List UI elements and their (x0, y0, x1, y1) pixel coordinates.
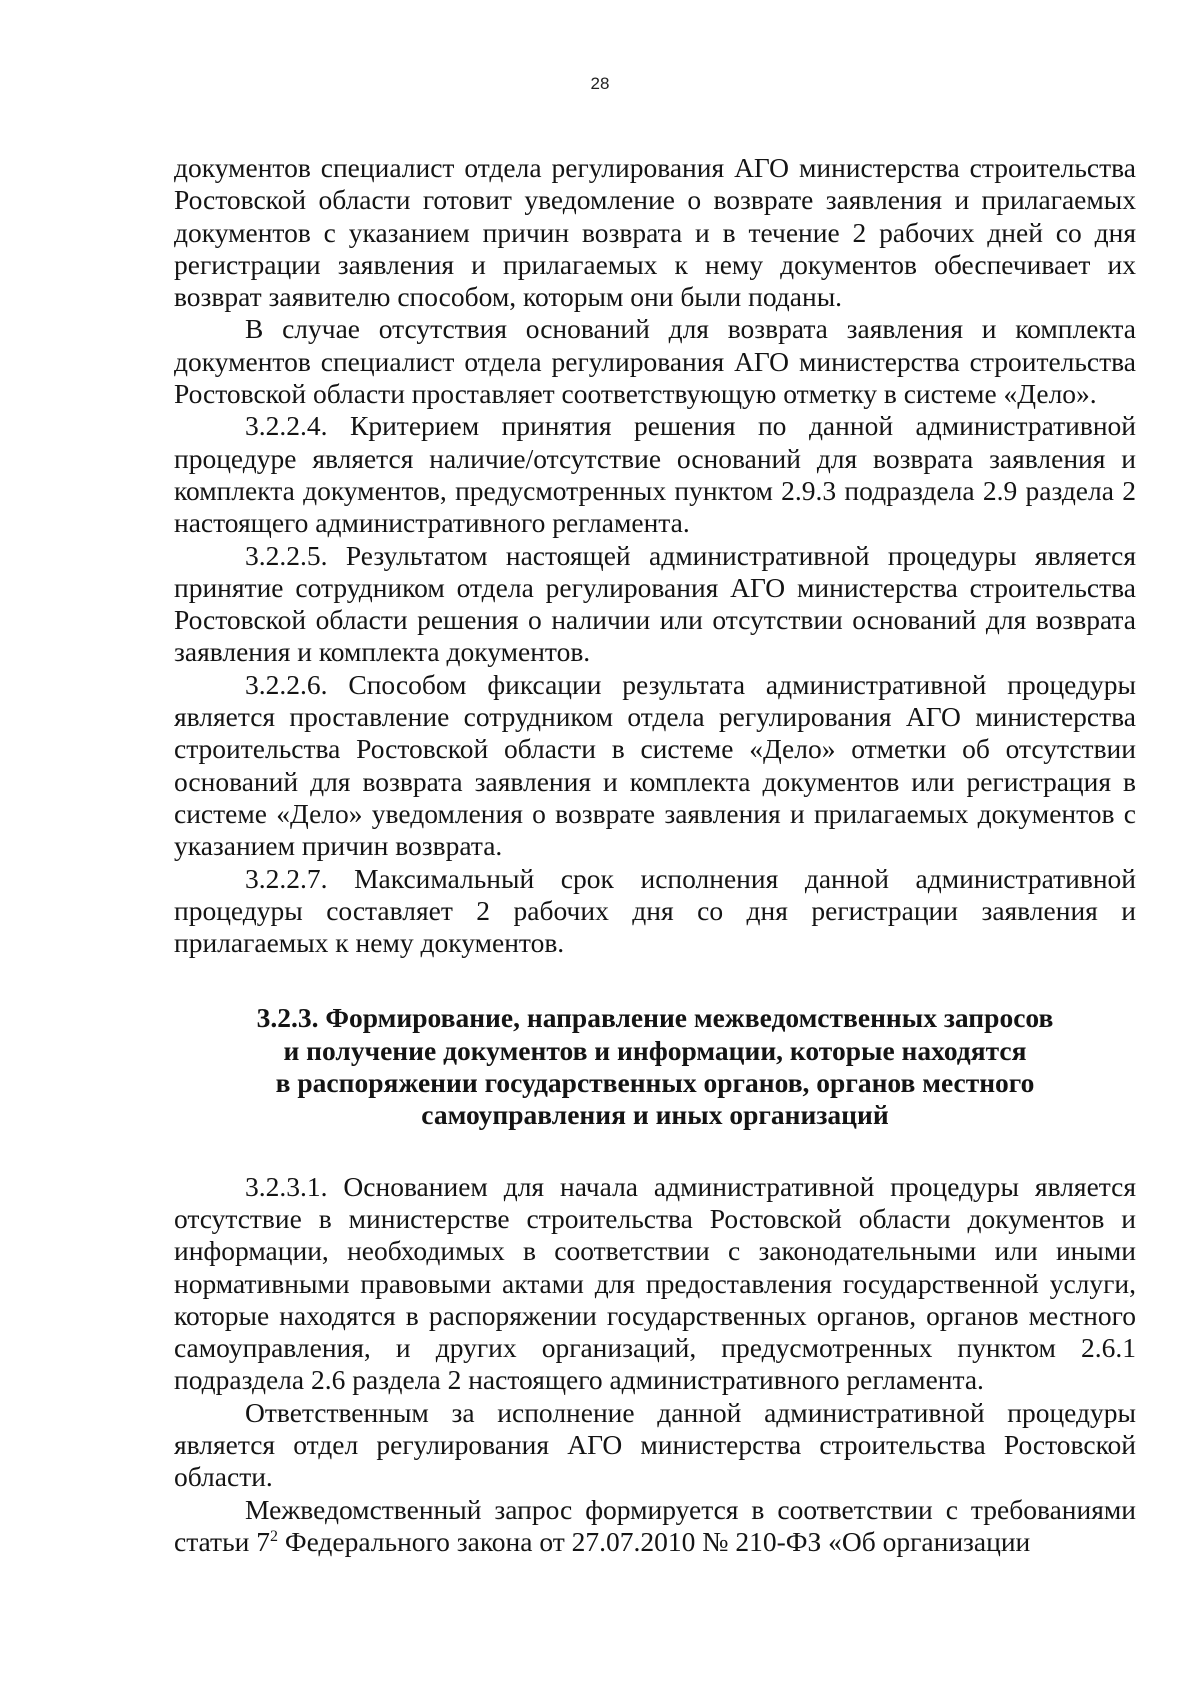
paragraph-3-2-3-1: 3.2.3.1. Основанием для начала административной процедуры является отсутствие в министерстве строительства Ростовской области документов и информации, необходимых в соответствии с законодательными или иными нормативными правовыми актами для предоставления государственной услуги, которые находятся в распоряжении государственных органов, органов местного самоуправления, и других организаций, предусмотренных пунктом 2.6.1 подраздела 2.6 раздела 2 настоящего административного регламента. (174, 1170, 1136, 1396)
heading-line: и получение документов и информации, которые находятся (283, 1034, 1027, 1066)
heading-line: в распоряжении государственных органов, органов местного (275, 1067, 1035, 1099)
text-run: Федерального закона от 27.07.2010 № 210-ФЗ «Об организации (277, 1525, 1031, 1557)
section-heading-3-2-3 (174, 1002, 1136, 1131)
text-run: Межведомственный запрос формируется в соответствии с требованиями статьи 7 (174, 1493, 1136, 1557)
superscript: 2 (269, 1527, 278, 1545)
paragraph-3-2-2-6: 3.2.2.6. Способом фиксации результата административной процедуры является проставление сотрудником отдела регулирования АГО министерства строительства Ростовской области в системе «Дело» отметки об отсутствии оснований для возврата заявления и комплекта документов или регистрация в системе «Дело» уведомления о возврате заявления и прилагаемых документов с указанием причин возврата. (174, 668, 1136, 862)
page-number: 28 (590, 74, 610, 93)
document-body (174, 152, 1136, 1558)
paragraph: Ответственным за исполнение данной административной процедуры является отдел регулирования АГО министерства строительства Ростовской области. (174, 1396, 1136, 1493)
paragraph-3-2-2-4: 3.2.2.4. Критерием принятия решения по данной административной процедуре является наличие/отсутствие оснований для возврата заявления и комплекта документов, предусмотренных пунктом 2.9.3 подраздела 2.9 раздела 2 настоящего административного регламента. (174, 410, 1136, 539)
paragraph-3-2-2-5: 3.2.2.5. Результатом настоящей административной процедуры является принятие сотрудником отдела регулирования АГО министерства строительства Ростовской области решения о наличии или отсутствии оснований для возврата заявления и комплекта документов. (174, 539, 1136, 668)
heading-line: самоуправления и иных организаций (421, 1099, 889, 1131)
paragraph-interagency-request (174, 1494, 1136, 1559)
paragraph-3-2-2-7: 3.2.2.7. Максимальный срок исполнения данной административной процедуры составляет 2 рабочих дня со дня регистрации заявления и прилагаемых к нему документов. (174, 862, 1136, 959)
paragraph: В случае отсутствия оснований для возврата заявления и комплекта документов специалист отдела регулирования АГО министерства строительства Ростовской области проставляет соответствующую отметку в системе «Дело». (174, 313, 1136, 410)
heading-line: 3.2.3. Формирование, направление межведомственных запросов (256, 1002, 1054, 1034)
paragraph-continuation: документов специалист отдела регулирования АГО министерства строительства Ростовской области готовит уведомление о возврате заявления и прилагаемых документов с указанием причин возврата и в течение 2 рабочих дней со дня регистрации заявления и прилагаемых к нему документов обеспечивает их возврат заявителю способом, которым они были поданы. (174, 152, 1136, 313)
